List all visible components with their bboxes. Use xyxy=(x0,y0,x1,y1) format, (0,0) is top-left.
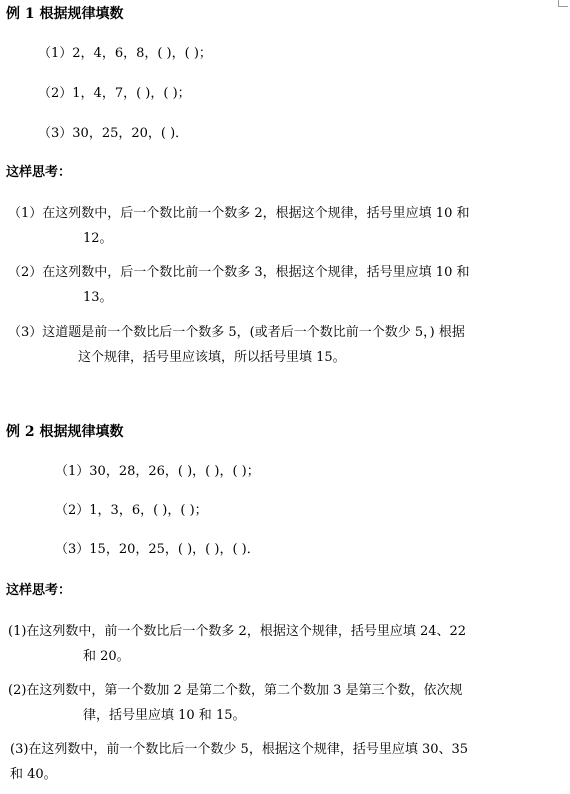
example-2-explanation-3 xyxy=(10,737,468,787)
example-1-problem-3: （3）30，25，20，( )． xyxy=(38,126,189,141)
example-2-problem-3: （3）15，20，25，( )，( )，( )． xyxy=(55,542,260,557)
example-2-explanation-2 xyxy=(8,678,463,728)
example-1-explanation-2 xyxy=(8,260,469,310)
explanation-line: （3）这道题是前一个数比后一个数多 5，(或者后一个数比前一个数少 5，) 根据 xyxy=(8,325,465,340)
example-1-explanation-1 xyxy=(8,201,469,251)
explanation-line: (2)在这列数中，第一个数加 2 是第二个数，第二个数加 3 是第三个数，依次规 xyxy=(8,683,463,698)
example-2-heading: 例 2 根据规律填数 xyxy=(6,424,124,440)
example-1-heading: 例 1 根据规律填数 xyxy=(6,6,124,22)
example-2-explanation-1 xyxy=(8,619,466,669)
example-1-problem-1: （1）2，4，6，8，( )，( )； xyxy=(38,46,212,61)
example-2-problem-1: （1）30，28，26，( )，( )，( )； xyxy=(55,464,260,479)
example-2-problem-2: （2）1，3，6，( )，( )； xyxy=(55,503,208,518)
example-1-problem-2: （2）1，4，7，( )，( )； xyxy=(38,86,191,101)
example-1-explanation-3 xyxy=(8,320,465,370)
explanation-line: (1)在这列数中，前一个数比后一个数多 2，根据这个规律，括号里应填 24、22 xyxy=(8,624,467,639)
explanation-line-continued: 12。 xyxy=(83,231,113,246)
explanation-line: （2）在这列数中，后一个数比前一个数多 3，根据这个规律，括号里应填 10 和 xyxy=(8,265,470,280)
example-2-think-label: 这样思考： xyxy=(6,583,72,598)
explanation-line-continued: 和 40。 xyxy=(10,767,57,782)
explanation-line: (3)在这列数中，前一个数比后一个数少 5，根据这个规律，括号里应填 30、35 xyxy=(10,742,469,757)
explanation-line-continued: 这个规律，括号里应该填，所以括号里填 15。 xyxy=(78,350,346,365)
explanation-line-continued: 13。 xyxy=(83,290,113,305)
explanation-line-continued: 律，括号里应填 10 和 15。 xyxy=(83,708,246,723)
explanation-line: （1）在这列数中，后一个数比前一个数多 2，根据这个规律，括号里应填 10 和 xyxy=(8,206,470,221)
page-corner-mark xyxy=(558,0,568,7)
explanation-line-continued: 和 20。 xyxy=(83,649,130,664)
example-1-think-label: 这样思考： xyxy=(6,165,72,180)
